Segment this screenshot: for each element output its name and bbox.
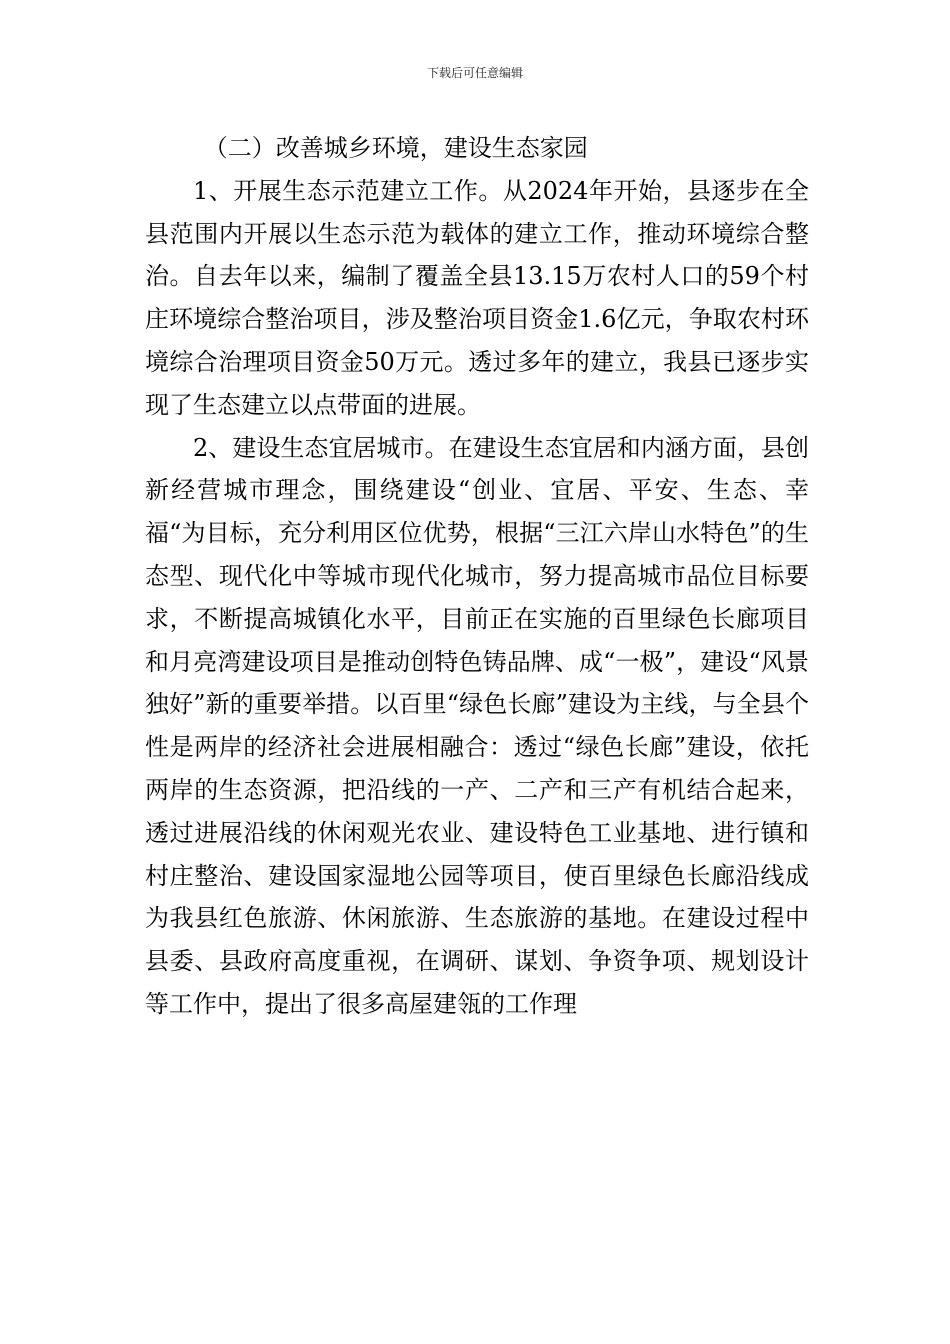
- paragraph-eco-livable-city: 2、建设生态宜居城市。在建设生态宜居和内涵方面，县创新经营城市理念，围绕建设“创业、宜居、平安、生态、幸福“为目标，充分利用区位优势，根据“三江六岸山水特色”的生态型、现代化中等城市现代化城市，努力提高城市品位目标要求，不断提高城镇化水平，目前正在实施的百里绿色长廊项目和月亮湾建设项目是推动创特色铸品牌、成“一极”，建设“风景独好”新的重要举措。以百里“绿色长廊”建设为主线，与全县个性是两岸的经济社会进展相融合：透过“绿色长廊”建设，依托两岸的生态资源，把沿线的一产、二产和三产有机结合起来，透过进展沿线的休闲观光农业、建设特色工业基地、进行镇和村庄整治、建设国家湿地公园等项目，使百里绿色长廊沿线成为我县红色旅游、休闲旅游、生态旅游的基地。在建设过程中县委、县政府高度重视，在调研、谋划、争资争项、规划设计等工作中，提出了很多高屋建瓴的工作理: [145, 433, 809, 1018]
- paragraph-eco-demonstration: 1、开展生态示范建立工作。从2024年开始，县逐步在全县范围内开展以生态示范为载体的建立工作，推动环境综合整治。自去年以来，编制了覆盖全县13.15万农村人口的59个村庄环境综合整治项目，涉及整治项目资金1.6亿元，争取农村环境综合治理项目资金50万元。透过多年的建立，我县已逐步实现了生态建立以点带面的进展。: [145, 176, 809, 419]
- section-heading: （二）改善城乡环境，建设生态家园: [203, 134, 588, 162]
- page-header: 下载后可任意编辑: [426, 66, 523, 80]
- document-body: [145, 127, 809, 1026]
